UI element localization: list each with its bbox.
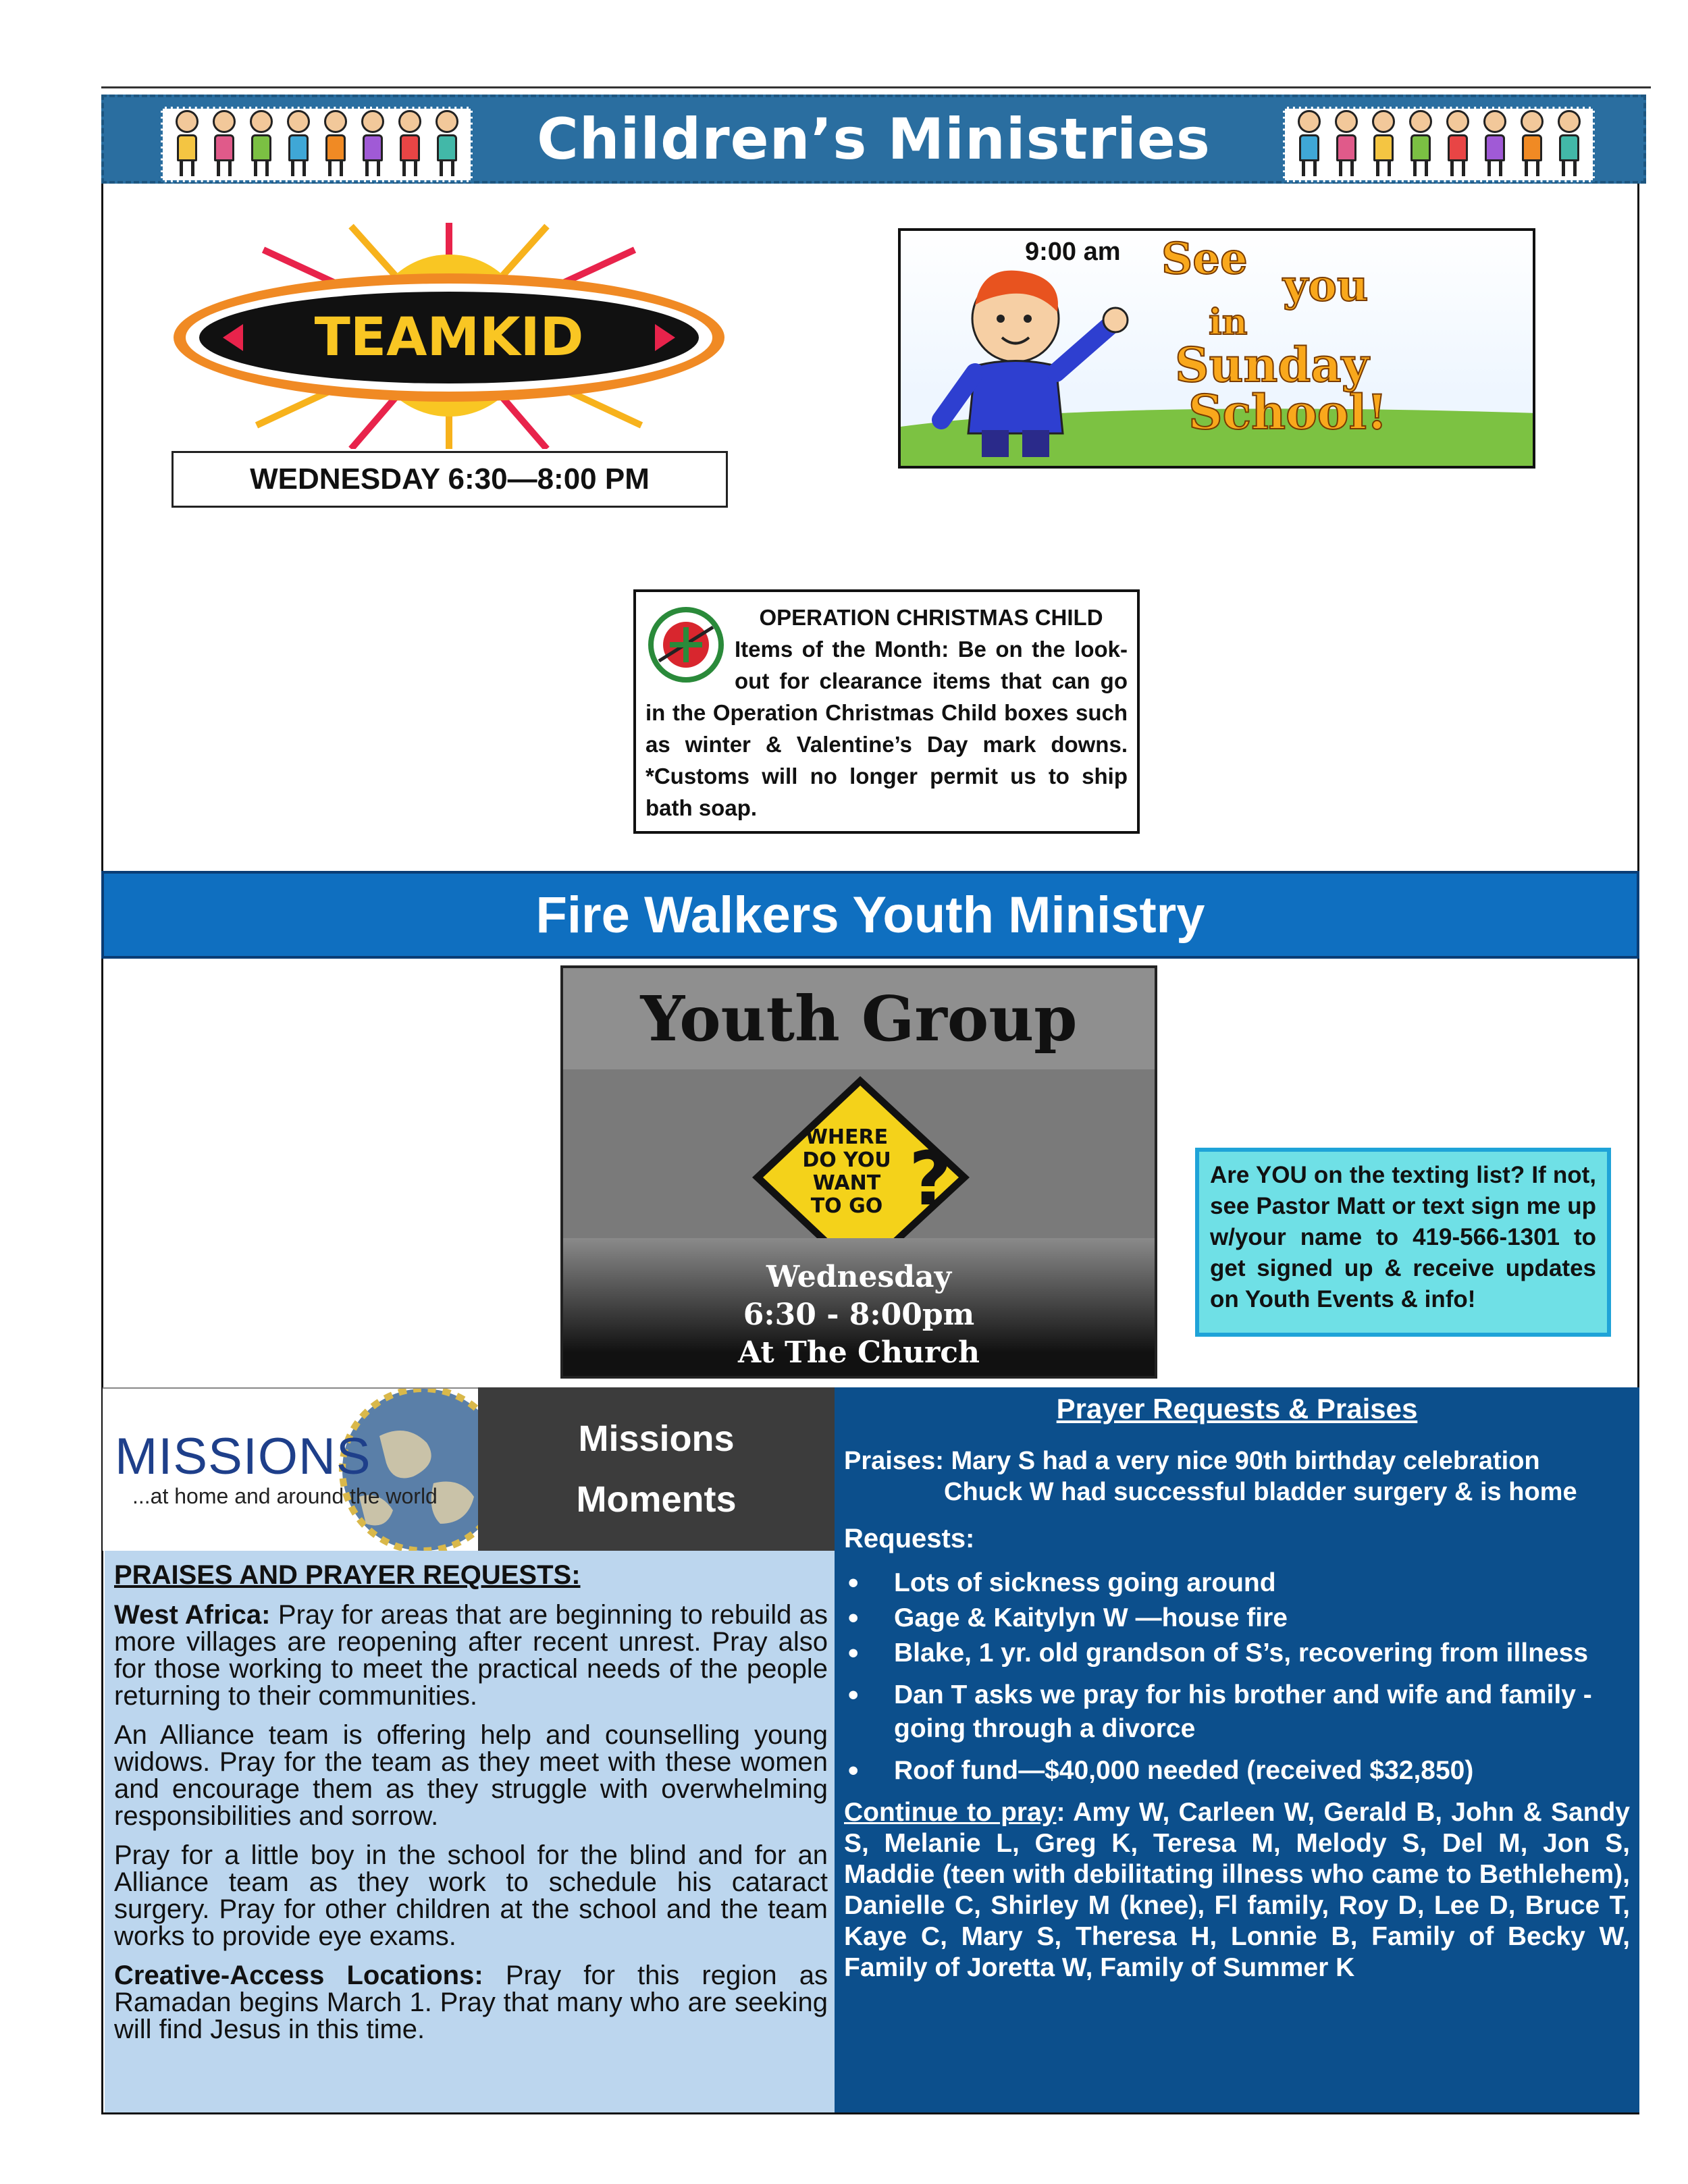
creative-access-paragraph xyxy=(114,1962,828,2043)
childrens-ministries-title: Children’s Ministries xyxy=(537,106,1211,172)
sunday-school-words xyxy=(1148,233,1539,456)
west-africa-text: Pray for areas that are beginning to rebuild as more villages are reopening after recent unrest. Pray also for those working to meet the practical needs of the people returning to their communities. xyxy=(114,1600,828,1711)
request-item: • Gage & Kaitylyn W —house fire xyxy=(844,1601,1630,1635)
requests-list xyxy=(844,1566,1630,1788)
sign-line-4: TO GO xyxy=(810,1194,883,1218)
you-word: you xyxy=(1283,261,1369,311)
top-rule xyxy=(101,86,1651,88)
school-word: School! xyxy=(1188,384,1388,440)
continue-to-pray-label: Continue to pray xyxy=(844,1798,1057,1827)
praise-item: Chuck W had successful bladder surgery & is home xyxy=(944,1478,1577,1506)
missions-logo-subtitle: ...at home and around the world xyxy=(132,1484,438,1508)
kids-holding-hands-right-illustration xyxy=(1283,107,1595,182)
youth-time: 6:30 - 8:00pm xyxy=(743,1298,975,1332)
sign-line-3: WANT xyxy=(812,1171,881,1195)
creative-access-text: Pray for this region as Ramadan begins March 1. Pray that many who are seeking will find Jesus in this time. xyxy=(114,1961,828,2044)
teamkid-logo xyxy=(169,223,729,449)
continue-to-pray xyxy=(844,1797,1630,1983)
teamkid-logo-text: TEAMKID xyxy=(314,307,584,368)
frame-bottom-border xyxy=(101,2112,1639,2114)
fire-walkers-title: Fire Walkers Youth Ministry xyxy=(535,886,1205,944)
occ-body: Items of the Month: Be on the look-out for clearance items that can go in the Operation Christmas Child boxes such as winter & Valentine’s Day mark downs. *Customs will no longer permit us to ship bath soap. xyxy=(645,637,1128,820)
praise-item: Praises: Mary S had a very nice 90th birthday celebration xyxy=(844,1447,1540,1475)
west-africa-paragraph xyxy=(114,1601,828,1709)
youth-group-poster xyxy=(560,965,1157,1379)
missions-logo-word: MISSIONS xyxy=(115,1428,371,1485)
youth-place: At The Church xyxy=(737,1335,980,1370)
question-mark-icon: ? xyxy=(909,1136,952,1222)
request-item: • Lots of sickness going around xyxy=(844,1566,1630,1600)
frame-left-border xyxy=(101,95,103,2114)
request-item: • Dan T asks we pray for his brother and wife and family - going through a divorce xyxy=(844,1678,1630,1746)
west-africa-label: West Africa: xyxy=(114,1600,271,1630)
sunday-word: Sunday xyxy=(1175,337,1369,393)
fire-walkers-banner xyxy=(101,871,1639,959)
alliance-team-paragraph: An Alliance team is offering help and counselling young widows. Pray for the team as they meet with these women and encourage them as they struggle with overwhelming responsibilities and sorrow. xyxy=(114,1720,828,1831)
kids-holding-hands-left-illustration xyxy=(161,107,473,182)
texting-list-note: Are YOU on the texting list? If not, see Pastor Matt or text sign me up w/your name to 419-566-1301 to get signed up & receive updates on Youth Events & info! xyxy=(1195,1148,1611,1337)
teamkid-time-box: WEDNESDAY 6:30—8:00 PM xyxy=(172,451,728,508)
missions-moments-header xyxy=(478,1387,835,1551)
missions-prayer-panel xyxy=(105,1551,835,2112)
sign-line-2: DO YOU xyxy=(802,1148,891,1172)
prayer-requests-panel xyxy=(835,1387,1639,2112)
request-item: • Roof fund—$40,000 needed (received $32,850) xyxy=(844,1754,1630,1788)
youth-day: Wednesday xyxy=(766,1260,952,1294)
blind-school-paragraph: Pray for a little boy in the school for the blind and for an Alliance team as they work to schedule his cataract surgery. Pray for other children at the school and the team works to provide eye exams. xyxy=(114,1840,828,1951)
missions-moments-line-2: Moments xyxy=(576,1479,737,1520)
in-word: in xyxy=(1209,302,1248,343)
request-item: • Blake, 1 yr. old grandson of S’s, recovering from illness xyxy=(844,1636,1630,1670)
sunday-school-time: 9:00 am xyxy=(1025,238,1121,266)
continue-to-pray-names: : Amy W, Carleen W, Gerald B, John & Sandy S, Melanie L, Greg K, Teresa M, Melody S, Del M, Jon S, Maddie (teen with debilitating illness who came to Bethlehem), Danielle C, Shirley M (knee), Fl family, Roy D, Lee D, Bruce T, Kaye C, Mary S, Theresa H, Lonnie B, Family of Becky W, Family of Joretta W, Family of Summer K xyxy=(844,1798,1630,1982)
requests-label: Requests: xyxy=(844,1524,975,1553)
samaritans-purse-logo-icon xyxy=(645,607,727,683)
missions-prayer-heading: PRAISES AND PRAYER REQUESTS: xyxy=(114,1560,581,1590)
praises-section xyxy=(844,1445,1630,1508)
operation-christmas-child-box xyxy=(633,589,1140,834)
sign-line-1: WHERE xyxy=(805,1125,889,1149)
missions-moments-line-1: Missions xyxy=(578,1418,735,1459)
see-word: See xyxy=(1161,234,1248,284)
creative-access-label: Creative-Access Locations: xyxy=(114,1961,483,1990)
prayer-requests-title: Prayer Requests & Praises xyxy=(1056,1393,1418,1424)
youth-group-title: Youth Group xyxy=(640,982,1078,1055)
occ-title: OPERATION CHRISTMAS CHILD xyxy=(759,605,1103,630)
